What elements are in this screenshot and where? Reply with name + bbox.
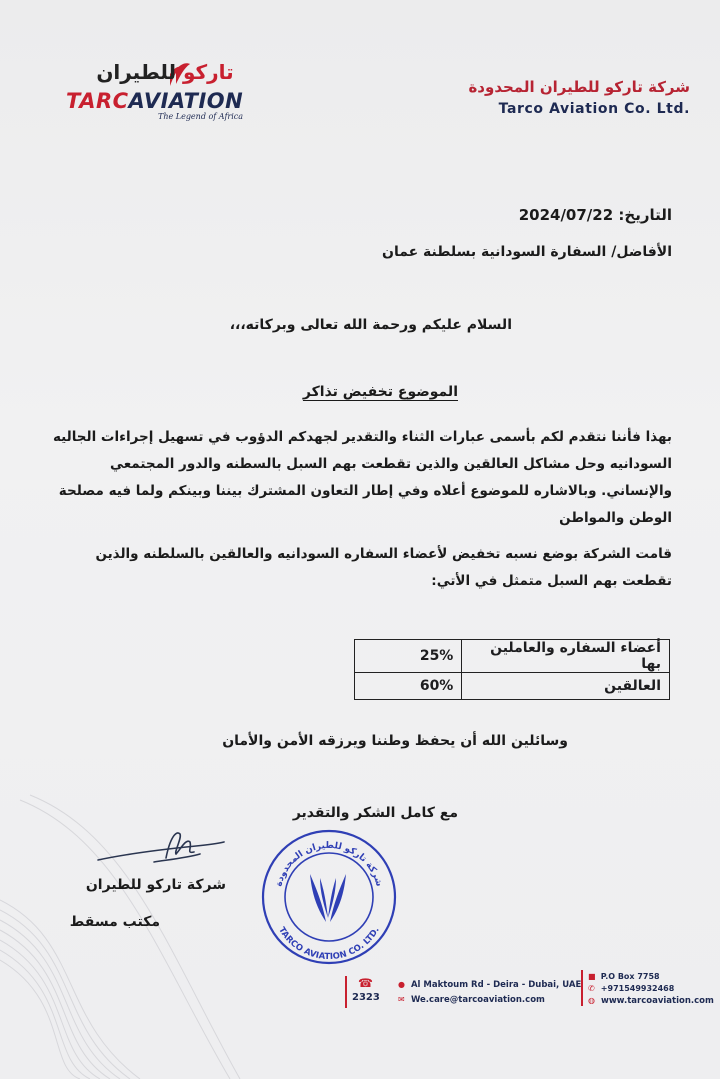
footer-phone-short: 2323	[352, 992, 380, 1003]
footer-pobox	[588, 972, 660, 981]
letter-paragraph-2: قامت الشركة بوضع نسبه تخفيض لأعضاء السفاره السودانيه والعالقين بالسلطنه والذين تقطعت بهم السبل متمثل في الأتي:	[95, 546, 672, 589]
footer-email	[398, 995, 545, 1005]
footer-tel-text: +971549932468	[600, 984, 675, 993]
signatory-company: شركة تاركو للطيران	[85, 877, 226, 893]
table-row	[355, 640, 670, 673]
footer-tel	[588, 984, 674, 993]
logo-ar-red: تاركو	[182, 60, 234, 84]
stamp-wing-icon	[310, 874, 346, 922]
logo-en-navy: AVIATION	[128, 89, 244, 113]
discount-value: 25%	[355, 640, 462, 673]
discount-value: 60%	[355, 673, 462, 700]
footer-pobox-text: P.O Box 7758	[600, 972, 660, 981]
mailbox-icon: ■	[588, 972, 596, 981]
date-value: 2024/07/22	[518, 206, 614, 224]
phone-icon: ✆	[588, 984, 595, 993]
footer-divider	[345, 976, 347, 1008]
logo-ar-black: للطيران	[96, 60, 176, 84]
date-label: التاريخ:	[618, 206, 672, 224]
letter-prayer: وسائلين الله أن يحفظ وطننا ويرزقه الأمن والأمان	[222, 733, 568, 749]
handwritten-signature	[96, 824, 226, 874]
location-icon: ●	[398, 980, 405, 989]
footer-web-text: www.tarcoaviation.com	[600, 996, 714, 1006]
signatory-office: مكتب مسقط	[69, 914, 160, 930]
footer-divider	[581, 970, 583, 1006]
letter-greeting: السلام عليكم ورحمة الله تعالى وبركاته،،،	[229, 317, 512, 333]
footer-address-text: Al Maktoum Rd - Deira - Dubai, UAE	[410, 980, 582, 990]
footer-address	[398, 980, 581, 990]
globe-icon: ◍	[588, 996, 595, 1005]
svg-text:TARCO AVIATION CO. LTD.	[276, 926, 382, 963]
footer-web	[588, 996, 714, 1006]
logo-english-text	[66, 89, 243, 113]
footer-email-text: We.care@tarcoaviation.com	[410, 995, 545, 1005]
discount-label: العالقين	[462, 673, 670, 700]
discount-table	[354, 639, 670, 700]
phone-icon: ☎	[358, 976, 373, 990]
svg-text:شركة تاركو للطيران المحدودة	[274, 841, 384, 888]
letter-subject: الموضوع تخفيض تذاكر	[302, 384, 458, 400]
company-name-arabic: شركة تاركو للطيران المحدودة	[468, 78, 690, 96]
logo-arabic-text	[70, 60, 260, 84]
company-name-english: Tarco Aviation Co. Ltd.	[498, 101, 690, 117]
letter-paragraph-1: بهذا فأننا نتقدم لكم بأسمى عبارات الثناء والتقدير لجهدكم الدؤوب في تسهيل إجراءات الجاليه السودانيه وحل مشاكل العالقين والذين تقطعت بهم السبل بالسطنه والدور المجتمعي والإنساني. وبالاشاره للموضوع أعلاه وفي إطار التعاون المشترك بيننا وبينكم ولما فيه مصلحة الوطن والمواطن	[52, 429, 672, 526]
letter-date	[519, 206, 672, 224]
discount-label: أعضاء السفاره والعاملين بها	[462, 640, 670, 673]
table-row	[355, 673, 670, 700]
stamp-text-ar: شركة تاركو للطيران المحدودة	[274, 840, 384, 888]
letter-closing: مع كامل الشكر والتقدير	[292, 805, 458, 821]
logo-en-red: TARC	[66, 89, 129, 113]
logo-tagline: The Legend of Africa	[158, 112, 244, 121]
company-stamp	[258, 826, 400, 968]
mail-icon: ✉	[398, 995, 405, 1004]
letter-addressee: الأفاضل/ السفارة السودانية بسلطنة عمان	[382, 244, 672, 260]
stamp-text-en: TARCO AVIATION CO. LTD.	[276, 925, 382, 963]
